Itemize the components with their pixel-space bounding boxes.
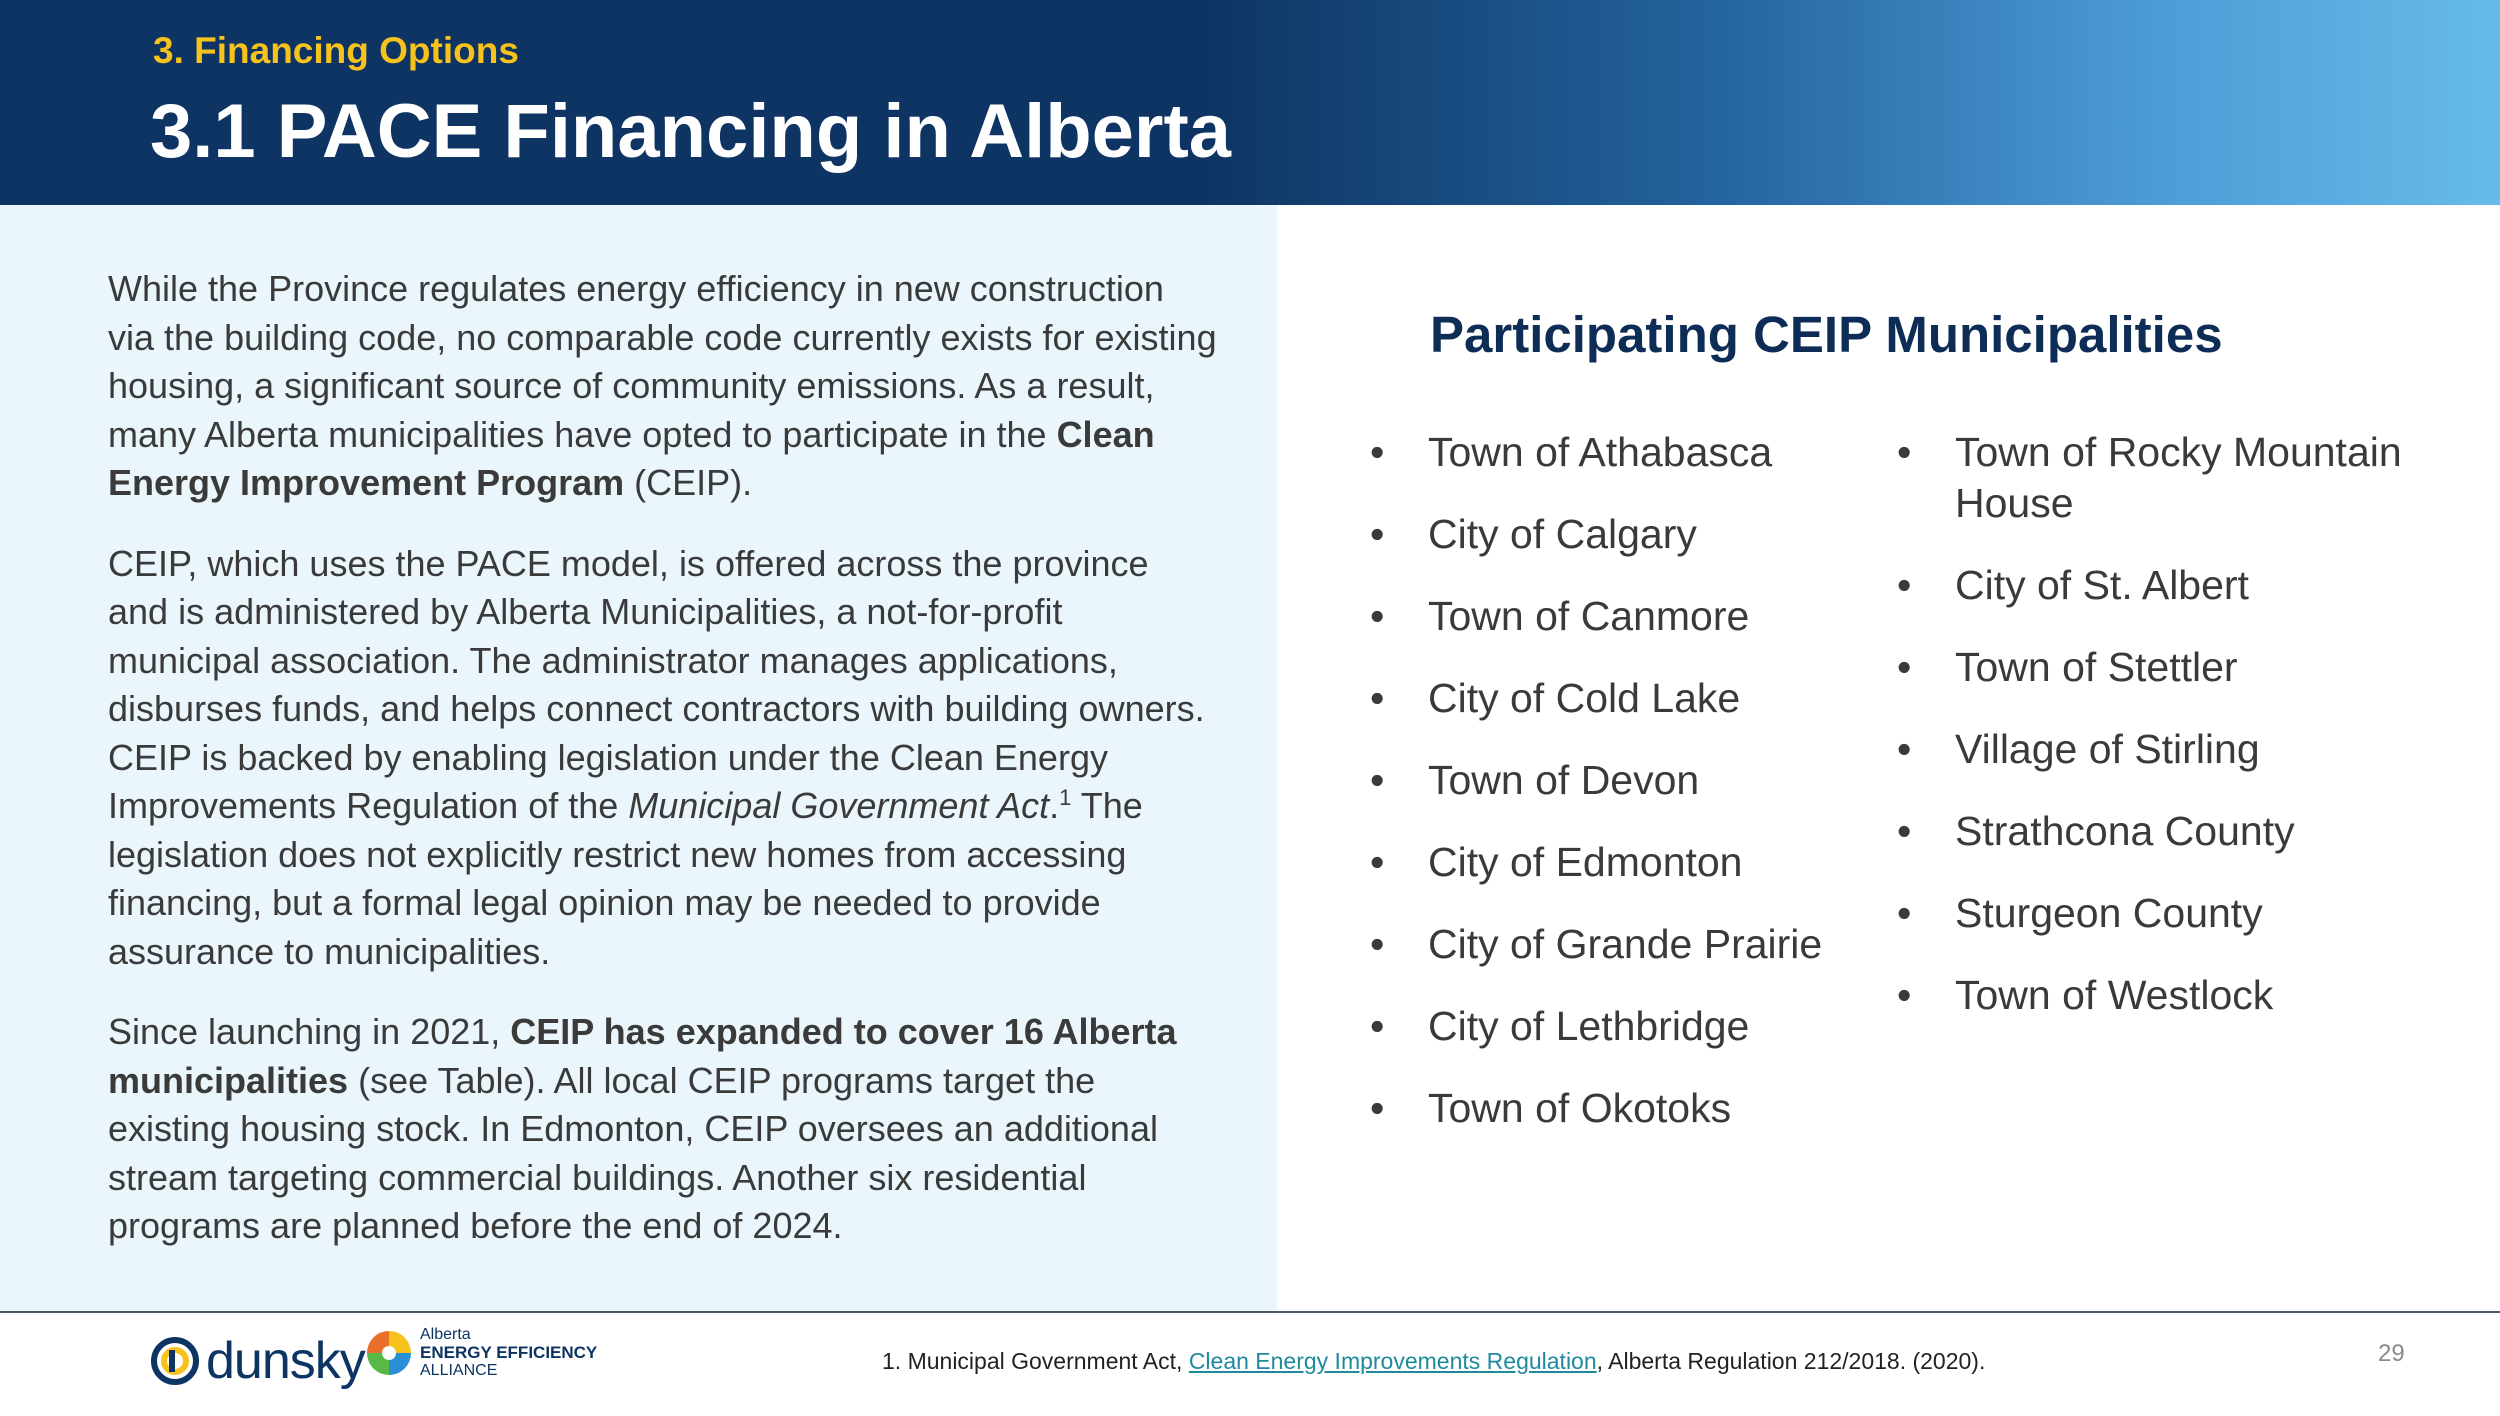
list-item: • Strathcona County xyxy=(1897,806,2457,857)
footnote xyxy=(882,1348,1985,1375)
page-title: 3.1 PACE Financing in Alberta xyxy=(150,89,1232,174)
p3-bold: CEIP has expanded to cover 16 Alberta municipalities xyxy=(108,1011,1177,1101)
list-item: • City of Cold Lake xyxy=(1370,673,1890,724)
list-item: • City of Calgary xyxy=(1370,509,1890,560)
aeea-wordmark xyxy=(420,1326,597,1380)
p3-text-end: (see Table). All local CEIP programs target the existing housing stock. In Edmonton, CEIP oversees an additional stream targeting commercial buildings. Another six residential programs are planned before the end of 2024. xyxy=(108,1059,1158,1246)
list-item: • Village of Stirling xyxy=(1897,724,2457,775)
list-item: • Town of Okotoks xyxy=(1370,1083,1890,1134)
municipalities-list-col2 xyxy=(1897,427,2457,1052)
p3-text: Since launching in 2021, xyxy=(108,1011,511,1052)
list-item: • Town of Canmore xyxy=(1370,591,1890,642)
header-banner xyxy=(0,0,2500,205)
footnote-ref: 1 xyxy=(1059,785,1072,810)
list-item: • City of Edmonton xyxy=(1370,837,1890,888)
p2-italic: Municipal Government Act xyxy=(628,785,1050,826)
dunsky-logo-icon xyxy=(150,1336,200,1386)
aeea-logo xyxy=(364,1326,597,1380)
aeea-line-3: ALLIANCE xyxy=(420,1362,498,1379)
footer-divider xyxy=(0,1311,2500,1313)
footnote-text: 1. Municipal Government Act, xyxy=(882,1348,1189,1374)
municipalities-list-col1 xyxy=(1370,427,1890,1165)
p2-dot: . xyxy=(1049,785,1060,826)
aeea-line-1: Alberta xyxy=(420,1326,471,1343)
section-label: 3. Financing Options xyxy=(153,30,519,71)
paragraph-1 xyxy=(108,265,1218,508)
aeea-line-2: ENERGY EFFICIENCY xyxy=(420,1343,598,1362)
p1-bold: Clean Energy Improvement Program xyxy=(108,413,1155,503)
aeea-logo-icon xyxy=(364,1328,414,1378)
p2-text: CEIP, which uses the PACE model, is offered across the province and is administered by Alberta Municipalities, a not-for-profit municipal association. The administrator manages applications, disburses funds, and helps connect contractors with building owners. CEIP is backed by enabling legislation under the Clean Energy Improvements Regulation of the xyxy=(108,542,1205,826)
dunsky-wordmark: dunsky xyxy=(206,1332,365,1390)
page-number: 29 xyxy=(2378,1340,2405,1367)
footnote-link[interactable]: Clean Energy Improvements Regulation xyxy=(1188,1348,1597,1374)
list-item: • City of St. Albert xyxy=(1897,560,2457,611)
p2-text-end: The legislation does not explicitly restrict new homes from accessing financing, but a formal legal opinion may be needed to provide assurance to municipalities. xyxy=(108,785,1143,972)
p1-text-end: (CEIP). xyxy=(624,462,753,503)
list-item: • Town of Westlock xyxy=(1897,970,2457,1021)
paragraph-2 xyxy=(108,540,1218,977)
p1-text: While the Province regulates energy efficiency in new construction via the building code, no comparable code currently exists for existing housing, a significant source of community emissions. As a result, many Alberta municipalities have opted to participate in the xyxy=(108,268,1217,455)
list-item: • Town of Rocky Mountain House xyxy=(1897,427,2457,529)
list-item: • Town of Athabasca xyxy=(1370,427,1890,478)
list-item: • Town of Devon xyxy=(1370,755,1890,806)
list-item: • Sturgeon County xyxy=(1897,888,2457,939)
list-item: • City of Lethbridge xyxy=(1370,1001,1890,1052)
municipalities-title: Participating CEIP Municipalities xyxy=(1430,306,2223,363)
list-item: • City of Grande Prairie xyxy=(1370,919,1890,970)
dunsky-logo xyxy=(150,1333,365,1389)
footnote-text-end: , Alberta Regulation 212/2018. (2020). xyxy=(1596,1348,1986,1374)
body-text xyxy=(108,265,1218,1283)
paragraph-3 xyxy=(108,1008,1218,1251)
list-item: • Town of Stettler xyxy=(1897,642,2457,693)
